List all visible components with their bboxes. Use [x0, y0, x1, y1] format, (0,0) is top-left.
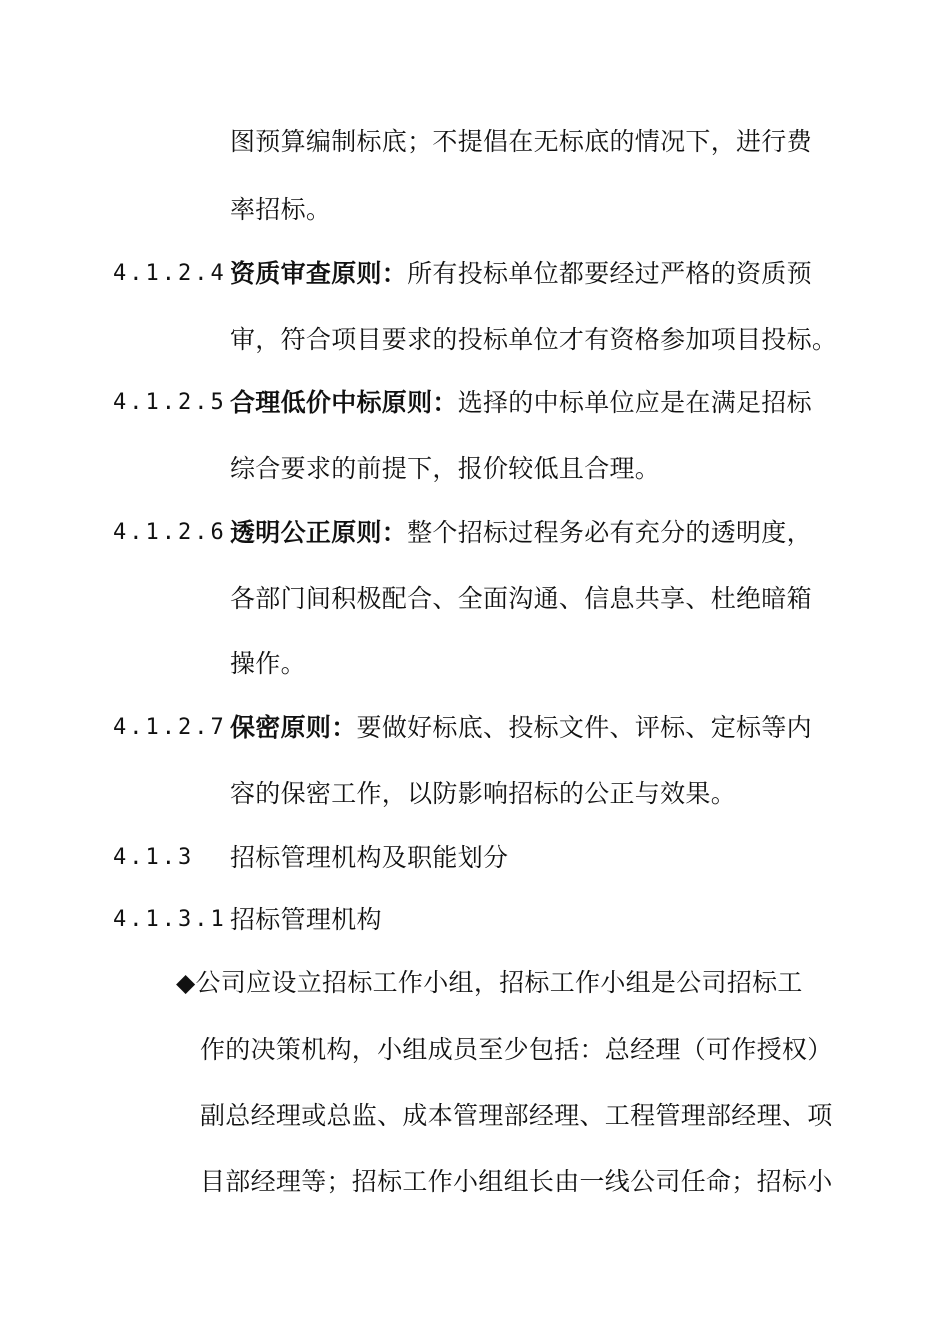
bullet-line-4: 目部经理等；招标工作小组组长由一线公司任命；招标小	[200, 1167, 833, 1196]
item-4126-number: 4.1.2.6	[113, 520, 227, 545]
item-4125-number: 4.1.2.5	[113, 390, 227, 415]
bullet-line-3: 副总经理或总监、成本管理部经理、工程管理部经理、项	[200, 1101, 833, 1130]
item-4124-number: 4.1.2.4	[113, 261, 227, 286]
item-4127-first-line	[230, 712, 812, 744]
bullet-line-1	[176, 967, 803, 999]
item-4124-title: 资质审查原则：	[230, 259, 408, 288]
section-413-number: 4.1.3	[113, 845, 195, 870]
item-4124-second-line: 审，符合项目要求的投标单位才有资格参加项目投标。	[230, 325, 838, 354]
item-4126-title: 透明公正原则：	[230, 518, 408, 547]
item-4126-third-line: 操作。	[230, 649, 306, 678]
item-4127-number: 4.1.2.7	[113, 715, 227, 740]
item-4125-first-line	[230, 387, 812, 419]
item-4124-first-line	[230, 258, 812, 290]
continuation-line-1: 图预算编制标底；不提倡在无标底的情况下，进行费	[230, 127, 812, 156]
section-4131-title: 招标管理机构	[230, 905, 382, 934]
item-4127-title: 保密原则：	[230, 713, 357, 742]
item-4127-second-line: 容的保密工作，以防影响招标的公正与效果。	[230, 779, 737, 808]
section-413-title: 招标管理机构及职能划分	[230, 843, 509, 872]
item-4125-title: 合理低价中标原则：	[230, 388, 458, 417]
item-4127-text: 要做好标底、投标文件、评标、定标等内	[356, 713, 812, 742]
diamond-bullet-icon: ◆	[176, 968, 196, 997]
bullet-text-1: 公司应设立招标工作小组，招标工作小组是公司招标工	[195, 968, 803, 997]
item-4126-first-line	[230, 517, 812, 549]
continuation-line-2: 率招标。	[230, 195, 332, 224]
section-4131-number: 4.1.3.1	[113, 907, 227, 932]
bullet-line-2: 作的决策机构，小组成员至少包括：总经理（可作授权）	[200, 1035, 833, 1064]
item-4124-text: 所有投标单位都要经过严格的资质预	[407, 259, 812, 288]
item-4126-text: 整个招标过程务必有充分的透明度，	[407, 518, 812, 547]
item-4125-second-line: 综合要求的前提下，报价较低且合理。	[230, 454, 661, 483]
item-4125-text: 选择的中标单位应是在满足招标	[457, 388, 812, 417]
item-4126-second-line: 各部门间积极配合、全面沟通、信息共享、杜绝暗箱	[230, 584, 812, 613]
